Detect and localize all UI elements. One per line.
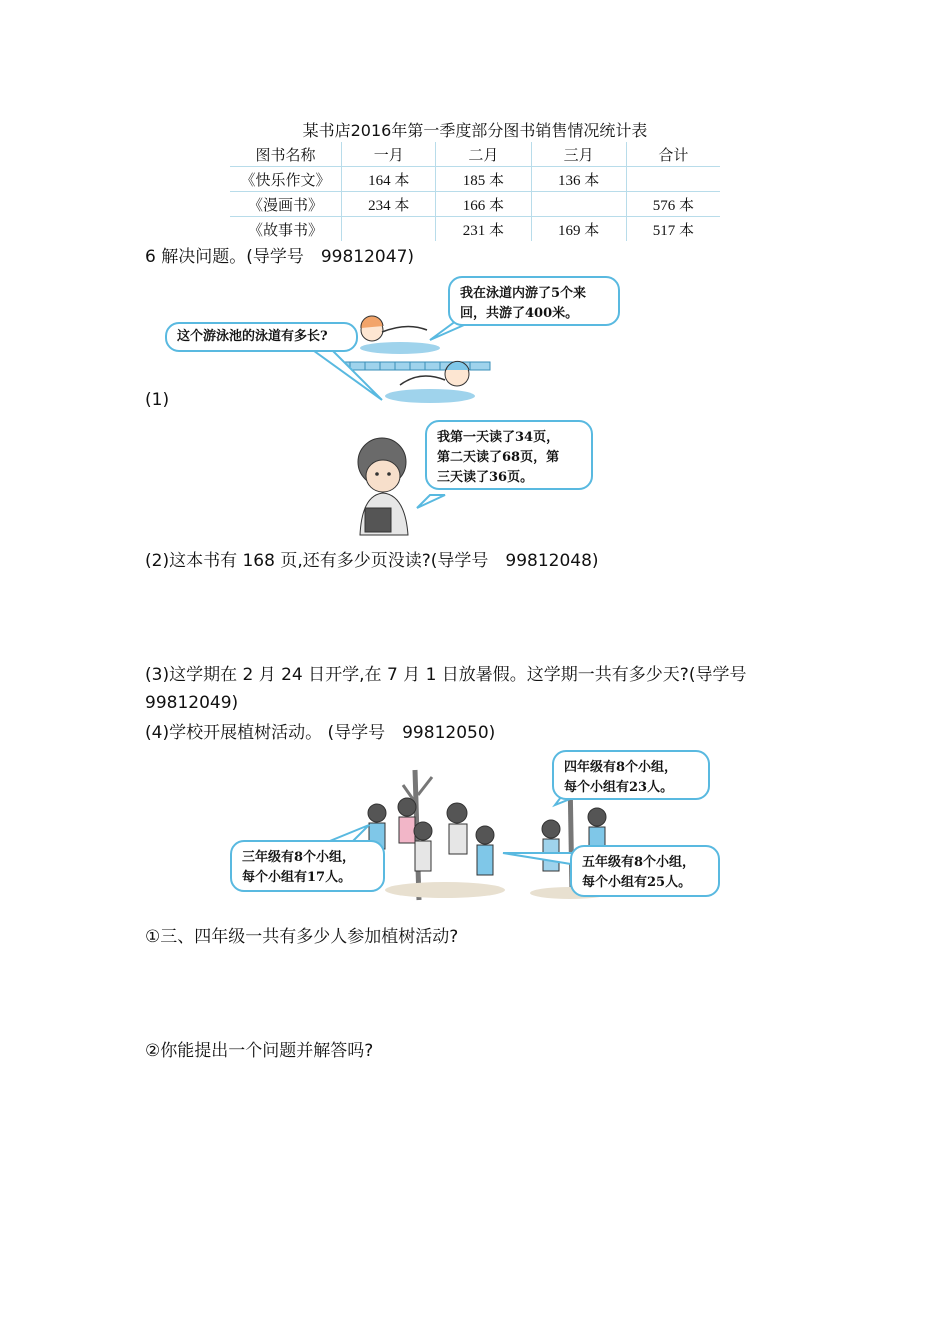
question-6-title: 6 解决问题。(导学号 99812047): [145, 247, 415, 267]
table-cell: 136 本: [531, 167, 626, 192]
bubble-text: 四年级有8个小组，: [564, 760, 678, 775]
bubble-text: 每个小组有17人。: [242, 870, 352, 885]
swim-question-bubble: [165, 322, 358, 352]
bubble-text: 我第一天读了34页，: [437, 430, 560, 445]
table-cell: 576 本: [626, 192, 720, 217]
grade3-info-bubble: [230, 840, 385, 892]
table-cell: [626, 167, 720, 192]
sub-question-4-1: ①三、四年级一共有多少人参加植树活动?: [145, 927, 459, 947]
table-cell: 164 本: [342, 167, 436, 192]
table-caption: 某书店2016年第一季度部分图书销售情况统计表: [302, 121, 648, 140]
bubble-text: 第二天读了68页，第: [437, 450, 560, 465]
table-cell: 185 本: [436, 167, 531, 192]
sub-question-1-label: (1): [145, 390, 170, 410]
sub-question-2: (2)这本书有 168 页,还有多少页没读?(导学号 99812048): [145, 551, 599, 571]
bubble-text: 每个小组有23人。: [564, 780, 674, 795]
table-row: [230, 217, 720, 242]
sub-question-4-2: ②你能提出一个问题并解答吗?: [145, 1041, 374, 1061]
grade4-info-bubble: [552, 750, 710, 800]
table-cell: [342, 217, 436, 242]
header-cell: 合计: [626, 142, 720, 167]
table-cell: 231 本: [436, 217, 531, 242]
bubble-text: 每个小组有25人。: [582, 875, 692, 890]
table-cell: 《漫画书》: [230, 192, 342, 217]
header-cell: 三月: [531, 142, 626, 167]
sales-table: [230, 142, 720, 241]
table-cell: 《故事书》: [248, 220, 324, 239]
sub-question-4-title: (4)学校开展植树活动。 (导学号 99812050): [145, 723, 496, 743]
reading-info-bubble: [425, 420, 593, 490]
grade5-info-bubble: [570, 845, 720, 897]
swim-info-bubble: [448, 276, 620, 326]
table-cell: [531, 192, 626, 217]
table-row: [230, 167, 720, 192]
table-cell: 517 本: [626, 217, 720, 242]
header-cell: 图书名称: [230, 142, 342, 167]
header-cell: 二月: [436, 142, 531, 167]
header-cell: 一月: [342, 142, 436, 167]
table-cell: 166 本: [436, 192, 531, 217]
bubble-text: 回，共游了400米。: [460, 306, 579, 321]
table-cell: 234 本: [342, 192, 436, 217]
bubble-text: 五年级有8个小组，: [582, 855, 696, 870]
table-row: [230, 192, 720, 217]
bubble-text: 这个游泳池的泳道有多长?: [177, 329, 328, 344]
table-cell: 169 本: [531, 217, 626, 242]
bubble-text: 三天读了36页。: [437, 470, 534, 485]
sub-question-3-line2: 99812049): [145, 693, 239, 713]
bubble-text: 三年级有8个小组，: [242, 850, 356, 865]
sub-question-3-line1: (3)这学期在 2 月 24 日开学,在 7 月 1 日放暑假。这学期一共有多少天?(导学号: [145, 665, 747, 685]
table-cell: 《快乐作文》: [230, 167, 342, 192]
bubble-text: 我在泳道内游了5个来: [460, 286, 587, 301]
table-header-row: [230, 142, 720, 167]
